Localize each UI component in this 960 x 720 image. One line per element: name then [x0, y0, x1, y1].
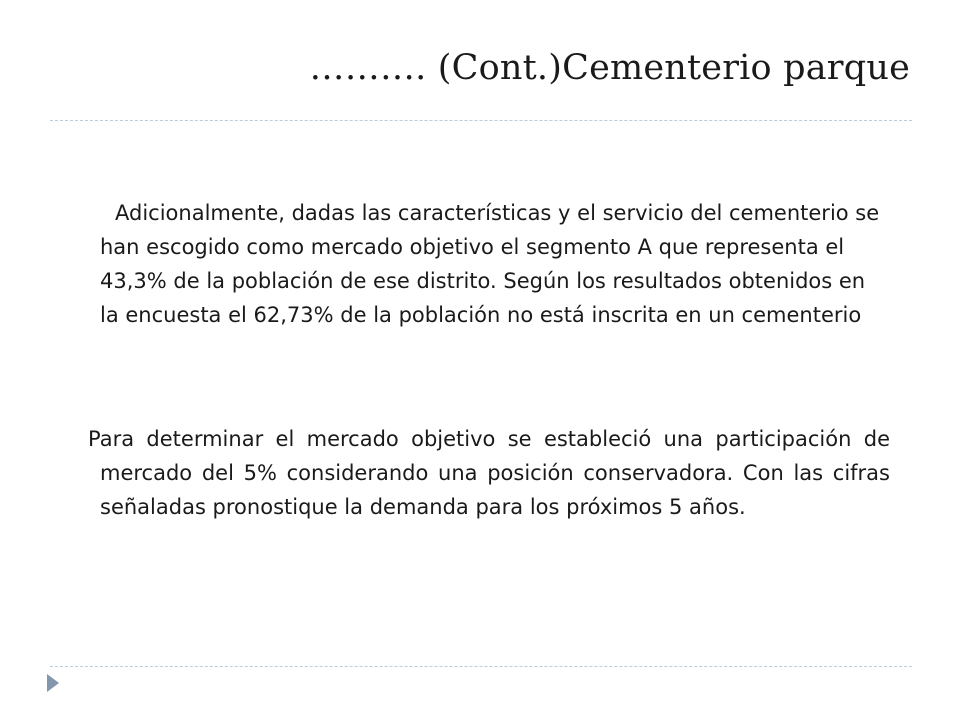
title-divider — [50, 120, 912, 121]
paragraph-market-segment: Adicionalmente, dadas las características y el servicio del cementerio se han escogido como mercado objetivo el segmento A que representa el 43,3% de la población de ese distrito. Según los resultados obtenidos en la encuesta el 62,73% de la población no está inscrita en un cementerio — [100, 201, 880, 327]
footer-divider — [50, 666, 912, 667]
triangle-bullet-icon — [47, 674, 59, 692]
paragraph-demand-task: Para determinar el mercado objetivo se estableció una participación de mercado del 5% considerando una posición conservadora. Con las cifras señaladas pronostique la demanda para los próximos 5 años. — [88, 427, 890, 519]
slide-title: ………. (Cont.)Cementerio parque — [309, 48, 910, 88]
